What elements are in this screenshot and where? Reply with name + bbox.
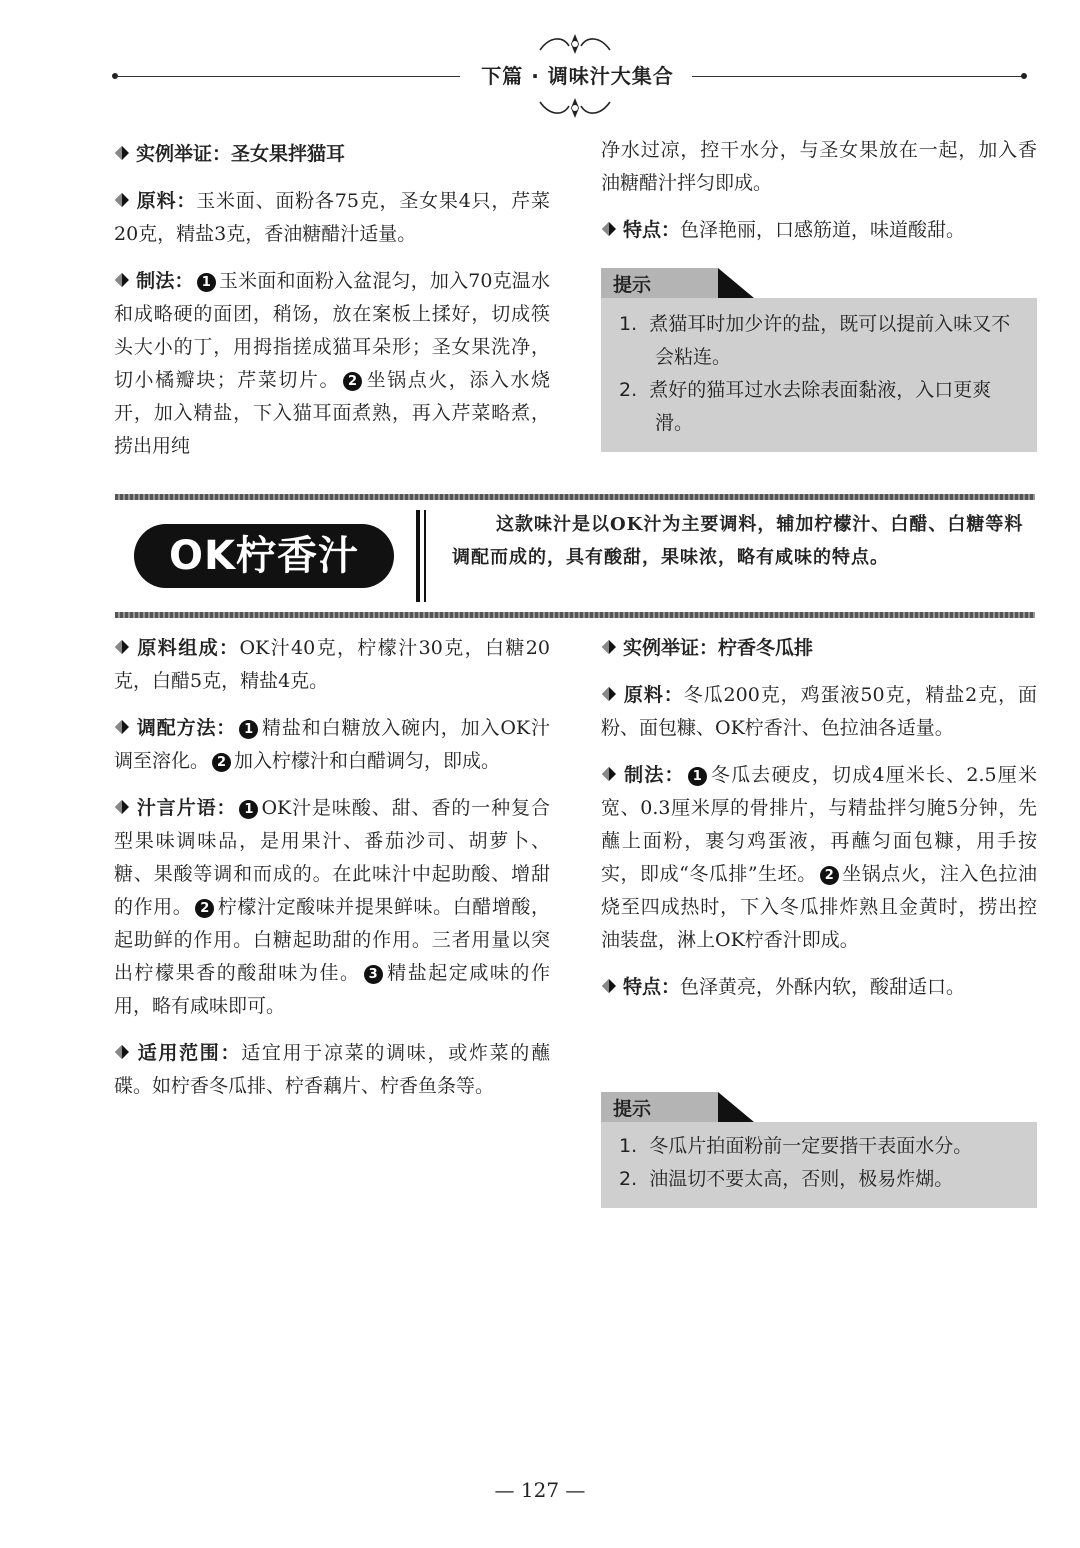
method-step-2: 坐锅点火，添入水烧开，加入精盐，下入猫耳面煮熟，再入芹菜略煮，捞出用纯 [114, 369, 550, 457]
ingredients-paragraph [601, 679, 1037, 745]
tips-tab-corner [718, 268, 754, 298]
step-number-1: 1 [688, 767, 707, 786]
bottom-right-column [601, 632, 1037, 1018]
method-continued: 净水过凉，控干水分，与圣女果放在一起，加入香油糖醋汁拌匀即成。 [601, 139, 1037, 194]
step-number-3: 3 [364, 965, 383, 984]
section-divider-1 [416, 510, 420, 602]
tips-list [601, 298, 1037, 452]
bottom-left-column [114, 632, 550, 1117]
bottom-ornament [535, 94, 615, 120]
example-value: 圣女果拌猫耳 [231, 143, 346, 165]
diamond-bullet-icon [601, 639, 617, 655]
tips-title: 提示 [601, 268, 718, 298]
mix-step-2: 加入柠檬汁和白醋调匀，即成。 [234, 750, 501, 772]
example-label: 实例举证： [136, 143, 232, 165]
ingredients-text: 冬瓜200克，鸡蛋液50克，精盐2克，面粉、面包糠、OK柠香汁、色拉油各适量。 [601, 684, 1037, 739]
method-paragraph [601, 759, 1037, 957]
example-paragraph [114, 138, 550, 171]
step-number-1: 1 [197, 273, 216, 292]
tips-box-top [601, 268, 1037, 452]
feature-label: 特点： [623, 976, 681, 998]
step-number-2: 2 [212, 753, 231, 772]
method-paragraph [114, 265, 550, 463]
diamond-bullet-icon [114, 639, 130, 655]
recipe-ingredients-paragraph [114, 632, 550, 698]
step-number-2: 2 [343, 372, 362, 391]
top-ornament [535, 32, 615, 58]
header-left-rule [115, 76, 460, 77]
example-paragraph [601, 632, 1037, 665]
tip-item: 2. 油温切不要太高，否则，极易炸煳。 [619, 1168, 954, 1190]
mix-label: 调配方法： [136, 717, 237, 739]
diamond-bullet-icon [601, 686, 617, 702]
diamond-bullet-icon [601, 221, 617, 237]
ingredients-paragraph [114, 185, 550, 251]
scope-text: 适宜用于凉菜的调味，或炸菜的蘸碟。如柠香冬瓜排、柠香藕片、柠香鱼条等。 [114, 1042, 550, 1097]
section-band-bottom [115, 612, 1035, 618]
top-left-column [114, 138, 550, 477]
tips-list [601, 1122, 1037, 1208]
diamond-bullet-icon [601, 766, 617, 782]
notes-label: 汁言片语： [136, 797, 237, 819]
tip-item: 1. 冬瓜片拍面粉前一定要揩干表面水分。 [619, 1135, 973, 1157]
tips-title: 提示 [601, 1092, 718, 1122]
method-label: 制法： [623, 764, 685, 786]
tips-tab [601, 268, 1037, 298]
ingredients-label: 原料： [623, 684, 684, 706]
tips-tab [601, 1092, 1037, 1122]
diamond-bullet-icon [114, 192, 130, 208]
step-number-1: 1 [239, 720, 258, 739]
ingredients-label: 原料组成： [136, 637, 240, 659]
note-step-3: 精盐起定咸味的作用，略有咸味即可。 [114, 962, 550, 1017]
note-step-2: 柠檬汁定酸味并提果鲜味。白醋增酸，起助鲜的作用。白糖起助甜的作用。三者用量以突出柠檬果香的酸甜味为佳。 [114, 896, 550, 984]
page-number: — 127 — [494, 1478, 586, 1502]
step-number-2: 2 [820, 866, 839, 885]
diamond-bullet-icon [114, 799, 130, 815]
example-label: 实例举证： [623, 637, 719, 659]
mix-step-1: 精盐和白糖放入碗内，加入OK汁调至溶化。 [114, 717, 550, 772]
notes-paragraph [114, 792, 550, 1023]
section-title: OK柠香汁 [169, 533, 359, 579]
ingredients-text: OK汁40克，柠檬汁30克，白糖20克，白醋5克，精盐4克。 [114, 637, 550, 692]
section-band-top [115, 494, 1035, 500]
example-value: 柠香冬瓜排 [718, 637, 814, 659]
scope-label: 适用范围： [136, 1042, 242, 1064]
method-step-1: 冬瓜去硬皮，切成4厘米长、2.5厘米宽、0.3厘米厚的骨排片，与精盐拌匀腌5分钟，先蘸上面粉，裹匀鸡蛋液，再蘸匀面包糠，用手按实，即成“冬瓜排”生坯。 [601, 764, 1037, 885]
feature-text: 色泽黄亮，外酥内软，酸甜适口。 [680, 976, 966, 998]
diamond-bullet-icon [114, 719, 130, 735]
section-intro: 这款味汁是以OK汁为主要调料，辅加柠檬汁、白醋、白糖等料调配而成的，具有酸甜，果味浓，略有咸味的特点。 [452, 514, 1024, 568]
section-title-badge [134, 524, 394, 588]
header-right-rule [692, 76, 1024, 77]
diamond-bullet-icon [601, 978, 617, 994]
diamond-bullet-icon [114, 145, 130, 161]
ingredients-text: 玉米面、面粉各75克，圣女果4只，芹菜20克，精盐3克，香油糖醋汁适量。 [114, 190, 550, 245]
feature-paragraph [601, 971, 1037, 1004]
method-step-2: 坐锅点火，注入色拉油烧至四成热时，下入冬瓜排炸熟且金黄时，捞出控油装盘，淋上OK柠香汁即成。 [601, 863, 1037, 951]
note-step-1: OK汁是味酸、甜、香的一种复合型果味调味品，是用果汁、番茄沙司、胡萝卜、糖、果酸等调和而成的。在此味汁中起助酸、增甜的作用。 [114, 797, 550, 918]
tip-item: 1. 煮猫耳时加少许的盐，既可以提前入味又不会粘连。 [619, 313, 1011, 368]
diamond-bullet-icon [114, 1044, 130, 1060]
section-divider-2 [424, 510, 426, 602]
step-number-1: 1 [239, 800, 258, 819]
mix-method-paragraph [114, 712, 550, 778]
tip-item: 2. 煮好的猫耳过水去除表面黏液，入口更爽滑。 [619, 379, 992, 434]
method-step-1: 玉米面和面粉入盆混匀，加入70克温水和成略硬的面团，稍饧，放在案板上揉好，切成筷头大小的丁，用拇指搓成猫耳朵形；圣女果洗净，切小橘瓣块；芹菜切片。 [114, 270, 550, 391]
feature-label: 特点： [623, 219, 681, 241]
running-header: 下篇 · 调味汁大集合 [481, 64, 674, 88]
header-right-dot [1021, 73, 1027, 79]
feature-paragraph [601, 214, 1037, 247]
step-number-2: 2 [195, 899, 214, 918]
diamond-bullet-icon [114, 272, 130, 288]
scope-paragraph [114, 1037, 550, 1103]
ingredients-label: 原料： [136, 190, 197, 212]
top-right-column [601, 134, 1037, 261]
feature-text: 色泽艳丽，口感筋道，味道酸甜。 [680, 219, 966, 241]
method-label: 制法： [136, 270, 194, 292]
tips-box-bottom [601, 1092, 1037, 1208]
tips-tab-corner [718, 1092, 754, 1122]
